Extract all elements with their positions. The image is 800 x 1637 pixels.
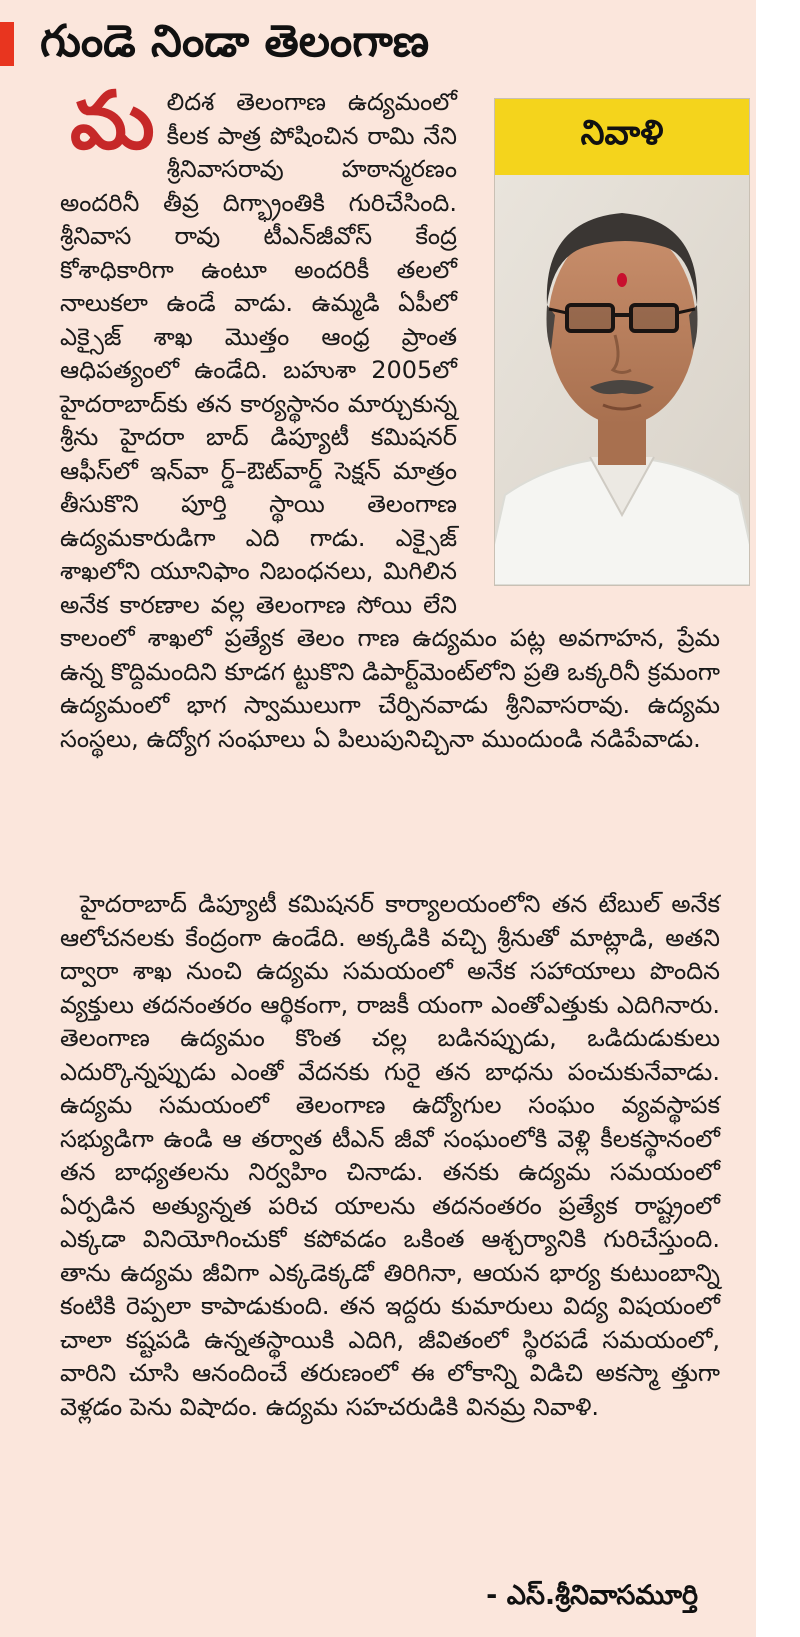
author-signature: - ఎస్.శ్రీనివాసమూర్తి — [486, 1580, 698, 1611]
headline: గుండె నిండా తెలంగాణ — [40, 16, 430, 67]
drop-cap: మ — [70, 74, 155, 167]
paragraph-2: హైదరాబాద్ డిప్యూటీ కమిషనర్ కార్యాలయంలోని తన టేబుల్ అనేక ఆలోచనలకు కేంద్రంగా ఉండేది. అక్కడికి వచ్చి శ్రీనుతో మాట్లాడి, అతని ద్వారా శాఖ నుంచి ఉద్యమ సమయంలో అనేక సహాయాలు పొందిన వ్యక్తులు తదనంతరం ఆర్థికంగా, రాజకీ యంగా ఎంతోఎత్తుకు ఎదిగినారు. తెలంగాణ ఉద్యమం కొంత చల్ల బడినప్పుడు, ఒడిదుడుకులు ఎదుర్కొన్నప్పుడు ఎంతో వేదనకు గురై తన బాధను పంచుకునేవాడు. ఉద్యమ సమయంలో తెలంగాణ ఉద్యోగుల సంఘం వ్యవస్థాపక సభ్యుడిగా ఉండి ఆ తర్వాత టీఎన్ జీవో సంఘంలోకి వెళ్లి కీలకస్థానంలో తన బాధ్యతలను నిర్వహిం చినాడు. తనకు ఉద్యమ సమయంలో ఏర్పడిన అత్యున్నత పరిచ యాలను తదనంతరం ప్రత్యేక రాష్ట్రంలో ఎక్కడా వినియోగించుకో కపోవడం ఒకింత ఆశ్చర్యానికి గురిచేస్తుంది. తాను ఉద్యమ జీవిగా ఎక్కడెక్కడో తిరిగినా, ఆయన భార్య కుటుంబాన్ని కంటికి రెప్పలా కాపాడుకుంది. తన ఇద్దరు కుమారులు విద్య విషయంలో చాలా కష్టపడి ఉన్నతస్థాయికి ఎదిగి, జీవితంలో స్థిరపడే సమయంలో, వారిని చూసి ఆనందించే తరుణంలో ఈ లోకాన్ని విడిచి అకస్మా త్తుగా వెళ్లడం పెను విషాదం. ఉద్యమ సహచరుడికి వినమ్ర నివాళి. — [60, 890, 720, 1421]
portrait-photo — [495, 175, 749, 585]
headline-accent-bar — [0, 22, 14, 66]
photo-label: నివాళి — [495, 99, 749, 175]
paragraph-1-text: లిదశ తెలంగాణ ఉద్యమంలో కీలక పాత్ర పోషించిన రామి నేని శ్రీనివాసరావు హఠాన్మరణం అందరినీ తీవ్ర దిగ్భ్రాంతికి గురిచేసింది. శ్రీనివాస రావు టీఎన్‌జీవోస్ కేంద్ర కోశాధికారిగా ఉంటూ అందరికీ తలలో నాలుకలా ఉండే వాడు. ఉమ్మడి ఏపీలో ఎక్సైజ్ శాఖ మొత్తం ఆంధ్ర ప్రాంత ఆధిపత్యంలో ఉండేది. బహుశా 2005లో హైదరాబాద్‌కు తన కార్యస్థానం మార్చుకున్న శ్రీను హైదరా బాద్ డిప్యూటీ కమిషనర్ ఆఫీస్‌లో ఇన్‌వా ర్డ్–ఔట్‌వార్డ్ సెక్షన్ మాత్రం తీసుకొని పూర్తి స్థాయి తెలంగాణ ఉద్యమకారుడిగా ఎది గాడు. ఎక్సైజ్ శాఖలోని యూనిఫాం నిబంధనలు, మిగిలిన అనేక కారణాల వల్ల తెలంగాణ సోయి లేని కాలంలో శాఖలో ప్రత్యేక తెలం గాణ ఉద్యమం పట్ల అవగాహన, ప్రేమ ఉన్న కొద్దిమందిని కూడగ ట్టుకొని డిపార్ట్‌మెంట్‌లోని ప్రతి ఒక్కరినీ క్రమంగా ఉద్యమంలో భాగ స్వాములుగా చేర్పినవాడు శ్రీనివాసరావు. ఉద్యమ సంస్థలు, ఉద్యోగ సంఘాలు ఏ పిలుపునిచ్చినా ముందుండి నడిపేవాడు. — [60, 88, 720, 753]
tribute-photo-box — [494, 98, 750, 586]
